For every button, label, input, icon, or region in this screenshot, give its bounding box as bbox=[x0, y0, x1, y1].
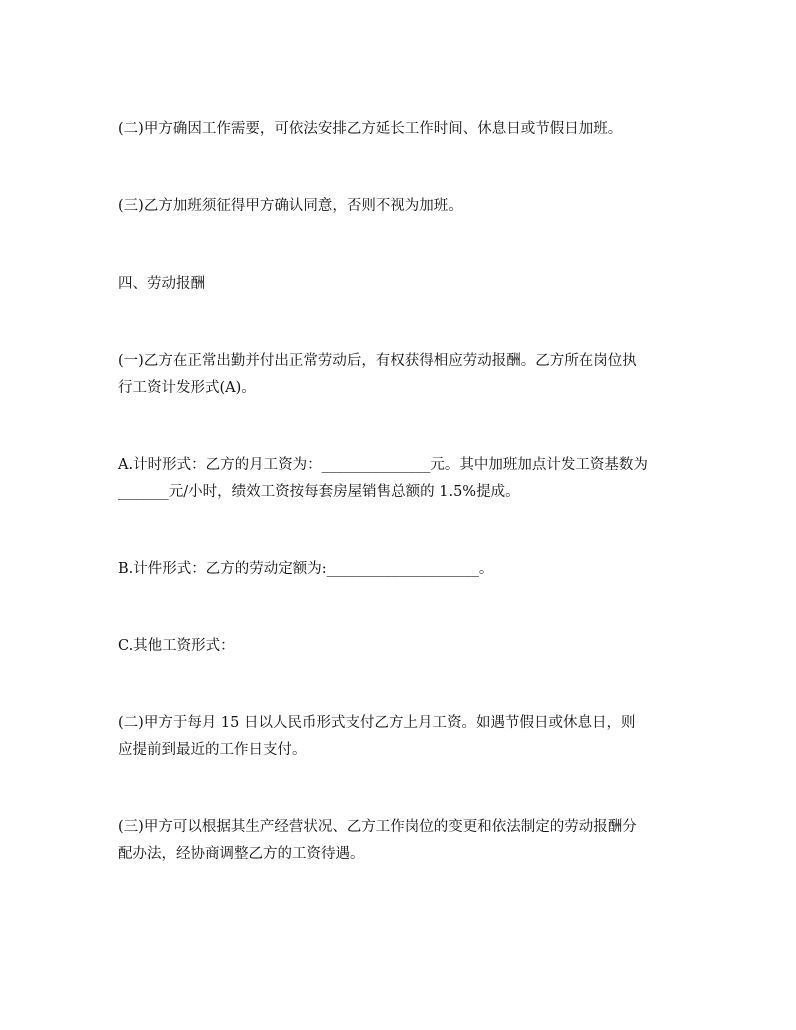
text-line: B.计件形式：乙方的劳动定额为:_____________________。 bbox=[118, 561, 494, 577]
text-line: 行工资计发形式(A)。 bbox=[118, 380, 256, 396]
paragraph-piece-rate-wage bbox=[118, 556, 678, 583]
paragraph-payment-date bbox=[118, 710, 678, 764]
paragraph-time-based-wage bbox=[118, 452, 678, 506]
paragraph-wage-adjustment bbox=[118, 814, 678, 868]
text-line: (三)乙方加班须征得甲方确认同意，否则不视为加班。 bbox=[118, 198, 463, 214]
text-line: 四、劳动报酬 bbox=[118, 276, 205, 292]
text-line: _______元/小时，绩效工资按每套房屋销售总额的 1.5%提成。 bbox=[118, 484, 520, 500]
text-line: (三)甲方可以根据其生产经营状况、乙方工作岗位的变更和依法制定的劳动报酬分 bbox=[118, 819, 637, 835]
text-line: A.计时形式：乙方的月工资为：_______________元。其中加班加点计发工资基数为 bbox=[118, 457, 648, 473]
text-line: (一)乙方在正常出勤并付出正常劳动后，有权获得相应劳动报酬。乙方所在岗位执 bbox=[118, 353, 637, 369]
text-line: 应提前到最近的工作日支付。 bbox=[118, 742, 307, 758]
paragraph-remuneration-right bbox=[118, 348, 678, 402]
paragraph-overtime-arrangement bbox=[118, 116, 678, 143]
text-line: (二)甲方确因工作需要，可依法安排乙方延长工作时间、休息日或节假日加班。 bbox=[118, 121, 623, 137]
text-line: (二)甲方于每月 15 日以人民币形式支付乙方上月工资。如遇节假日或休息日，则 bbox=[118, 715, 636, 731]
text-line: 配办法，经协商调整乙方的工资待遇。 bbox=[118, 846, 365, 862]
text-line: C.其他工资形式： bbox=[118, 638, 235, 654]
section-heading-labor-remuneration bbox=[118, 271, 678, 298]
paragraph-overtime-approval bbox=[118, 193, 678, 220]
paragraph-other-wage-form bbox=[118, 633, 678, 660]
